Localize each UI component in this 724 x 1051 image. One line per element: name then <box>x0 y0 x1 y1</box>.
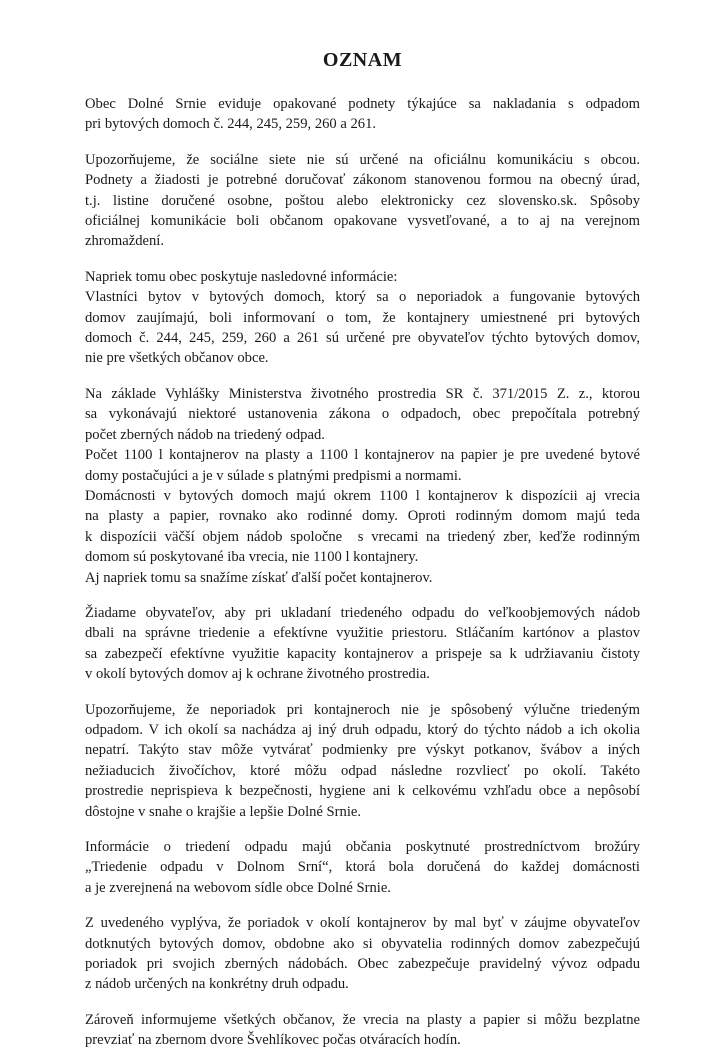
text-line: pri bytových domoch č. 244, 245, 259, 260 a 261. <box>85 116 377 133</box>
text-line: domom sú poskytované iba vrecia, nie 1100 l kontajnery. <box>85 549 419 566</box>
text-line: Počet 1100 l kontajnerov na plasty a 1100 l kontajnerov na papier je pre uvedené bytové <box>85 447 640 464</box>
text-line: Upozorňujeme, že neporiadok pri kontajneroch nie je spôsobený výlučne triedeným <box>85 701 640 718</box>
text-line: Upozorňujeme, že sociálne siete nie sú určené na oficiálnu komunikáciu s obcou. <box>85 151 640 168</box>
text-line: t.j. listine doručené osobne, poštou alebo elektronicky cez slovensko.sk. Spôsoby <box>85 192 640 209</box>
text-line: Žiadame obyvateľov, aby pri ukladaní triedeného odpadu do veľkoobjemových nádob <box>85 604 640 621</box>
document-body <box>85 94 640 1051</box>
text-line: k dispozícii väčší objem nádob spoločne s vrecami na triedený zber, keďže rodinným <box>85 528 640 545</box>
paragraph-block-request-sorting <box>85 603 640 685</box>
text-line: nežiaducich živočíchov, ktoré môžu odpad následne rozvliecť po okolí. Takéto <box>85 762 640 779</box>
text-line: domov zaujímajú, boli informovaní o tom, že kontajnery umiestnené pri bytových <box>85 309 640 326</box>
text-line: Informácie o triedení odpadu majú občania poskytnuté prostredníctvom brožúry <box>85 839 640 855</box>
paragraph-block-social-media-notice <box>85 150 640 252</box>
text-line: Aj napriek tomu sa snažíme získať ďalší počet kontajnerov. <box>85 569 433 586</box>
text-line: Domácnosti v bytových domoch majú okrem 1100 l kontajnerov k dispozícii aj vrecia <box>85 487 640 504</box>
text-line: z nádob určených na konkrétny druh odpadu. <box>85 976 349 993</box>
text-line: prostredie neprispieva k bezpečnosti, hygiene ani k celkovému vzhľadu obce a nepôsobí <box>85 783 640 800</box>
text-line: prevziať na zbernom dvore Švehlíkovec počas otváracích hodín. <box>85 1032 461 1049</box>
text-line: Obec Dolné Srnie eviduje opakované podnety týkajúce sa nakladania s odpadom <box>85 96 640 112</box>
text-line: Zároveň informujeme všetkých občanov, že vrecia na plasty a papier si môžu bezplatne <box>85 1011 640 1028</box>
text-line: Na základe Vyhlášky Ministerstva životného prostredia SR č. 371/2015 Z. z., ktorou <box>85 385 640 402</box>
paragraph-block-intro <box>85 94 640 135</box>
text-line: zhromaždení. <box>85 233 165 250</box>
text-line: Z uvedeného vyplýva, že poriadok v okolí kontajnerov by mal byť v záujme obyvateľov <box>85 915 640 932</box>
text-line: sa vykonávajú niektoré ustanovenia zákona o odpadoch, obec prepočítala potrebný <box>85 406 640 423</box>
text-line: nepatrí. Takýto stav môže vytvárať podmienky pre výskyt potkanov, švábov a iných <box>85 742 640 759</box>
text-line: domy postačujúci a je v súlade s platnými predpismi a normami. <box>85 467 462 484</box>
text-line: poriadok pri svojich zberných nádobách. Obec zabezpečuje pravidelný vývoz odpadu <box>85 956 640 973</box>
page-title: OZNAM <box>322 49 403 71</box>
paragraph-block-brochure-info <box>85 837 640 898</box>
text-line: v okolí bytových domov aj k ochrane životného prostredia. <box>85 666 430 683</box>
text-line: Vlastníci bytov v bytových domoch, ktorý sa o neporiadok a fungovanie bytových <box>85 289 640 306</box>
text-line: na plasty a papier, rovnako ako rodinné domy. Oproti rodinným domom majú teda <box>85 508 640 525</box>
text-line: nie pre všetkých občanov obce. <box>85 350 269 367</box>
paragraph-block-information-owners <box>85 267 640 369</box>
text-line: „Triedenie odpadu v Dolnom Srní“, ktorá bola doručená do každej domácnosti <box>85 859 640 876</box>
paragraph-block-conclusion-order <box>85 913 640 995</box>
text-line: dotknutých bytových domov, obdobne ako si obyvatelia rodinných domov zabezpečujú <box>85 935 640 952</box>
text-line: dbali na správne triedenie a efektívne využitie priestoru. Stláčaním kartónov a plastov <box>85 625 640 642</box>
text-line: počet zberných nádob na triedený odpad. <box>85 426 325 443</box>
paragraph-block-decree-calculation <box>85 384 640 588</box>
paragraph-block-free-bags-notice <box>85 1010 640 1051</box>
text-line: oficiálnej komunikácie boli občanom opakovane vysvetľované, a to aj na verejnom <box>85 213 640 230</box>
text-line: domoch č. 244, 245, 259, 260 a 261 sú určené pre obyvateľov týchto bytových domov, <box>85 330 640 347</box>
text-line: a je zverejnená na webovom sídle obce Dolné Srnie. <box>85 879 391 896</box>
text-line: sa zabezpečí efektívne využitie kapacity kontajnerov a prispeje sa k udržiavaniu čistoty <box>85 645 640 662</box>
text-line: Podnety a žiadosti je potrebné doručovať zákonom stanovenou formou na obecný úrad, <box>85 172 640 189</box>
text-line: dôstojne v snahe o krajšie a lepšie Dolné Srnie. <box>85 803 361 820</box>
text-line: odpadom. V ich okolí sa nachádza aj iný druh odpadu, ktorý do týchto nádob a ich okolia <box>85 721 640 738</box>
paragraph-block-mess-warning <box>85 700 640 822</box>
text-line: Napriek tomu obec poskytuje nasledovné informácie: <box>85 268 398 285</box>
